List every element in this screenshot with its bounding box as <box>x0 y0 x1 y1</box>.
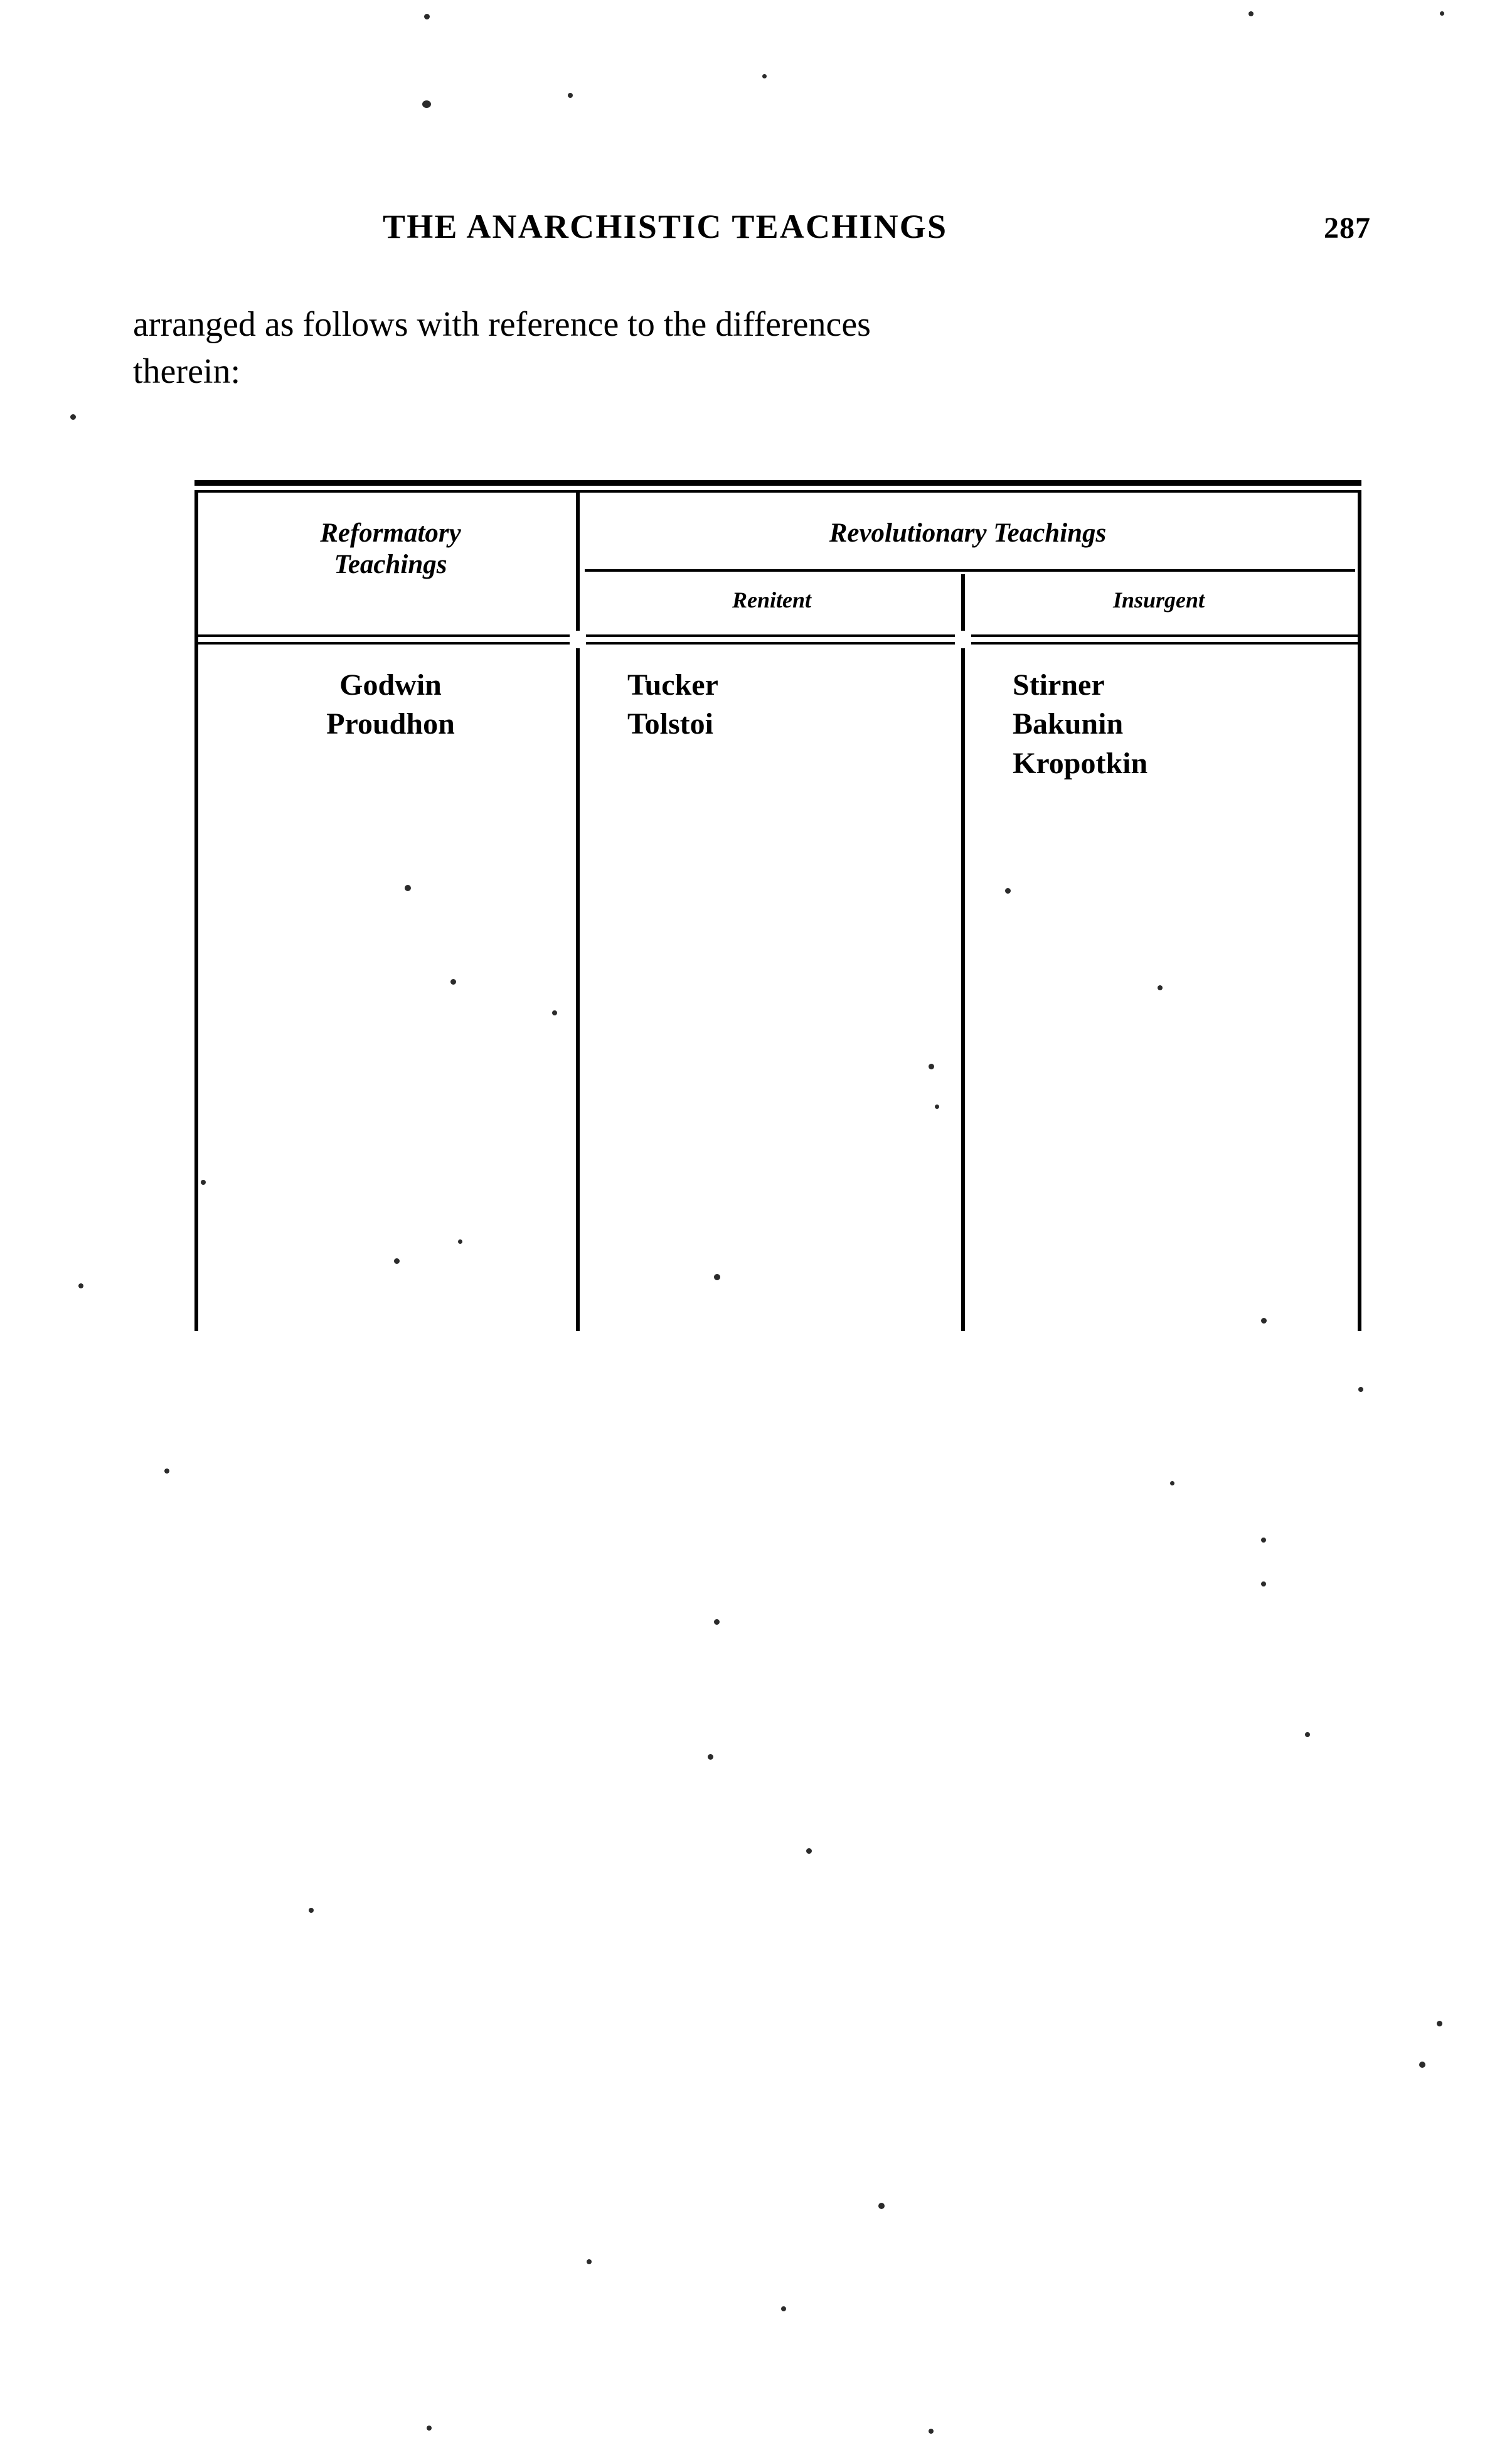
table-cell: Godwin <box>339 668 442 702</box>
scan-speck <box>929 2429 934 2434</box>
scan-speck <box>1248 11 1254 16</box>
table-top-rule-thin <box>194 490 1361 493</box>
scan-speck <box>1358 1387 1363 1392</box>
scan-speck <box>458 1239 462 1244</box>
paragraph-line-2: therein: <box>133 352 241 392</box>
page-title: THE ANARCHISTIC TEACHINGS <box>383 208 948 245</box>
table-subheader-rule <box>585 569 1355 572</box>
scan-speck <box>708 1754 713 1760</box>
scan-speck <box>714 1274 720 1280</box>
table-cell: Proudhon <box>326 707 455 741</box>
scan-speck <box>450 979 456 985</box>
scan-speck <box>1261 1581 1266 1586</box>
scan-speck <box>1437 2021 1442 2026</box>
scan-speck <box>781 2306 786 2311</box>
table-column-divider-1 <box>576 490 580 1331</box>
scan-speck <box>568 93 573 98</box>
scan-speck <box>70 414 76 420</box>
scan-speck <box>1158 985 1163 990</box>
table-cell: Tolstoi <box>627 707 713 741</box>
table-header-insurgent: Insurgent <box>1112 587 1205 613</box>
scan-speck <box>201 1180 206 1185</box>
scan-speck <box>405 885 411 891</box>
scan-speck <box>935 1105 939 1109</box>
body-paragraph <box>133 301 1382 395</box>
scan-speck <box>714 1619 720 1625</box>
scan-speck <box>164 1469 169 1474</box>
table-border-right <box>1358 490 1361 1331</box>
scan-speck <box>806 1848 812 1854</box>
scan-speck <box>552 1010 557 1015</box>
scan-speck <box>78 1283 83 1288</box>
table-cell: Stirner <box>1013 668 1105 702</box>
scan-speck <box>1440 11 1444 16</box>
table-top-rule-thick <box>194 480 1361 486</box>
paragraph-line-1: arranged as follows with reference to the differences <box>133 305 871 344</box>
table-header-renitent: Renitent <box>732 587 812 613</box>
table-double-rule-upper <box>194 634 1361 637</box>
teachings-table <box>194 480 1361 857</box>
table-column-divider-2 <box>961 574 965 1331</box>
table-cell: Tucker <box>627 668 718 702</box>
scan-speck <box>929 1064 934 1069</box>
scan-speck <box>1170 1481 1174 1485</box>
scan-speck <box>424 14 430 19</box>
table-column-insurgent <box>986 666 1339 783</box>
scan-speck <box>1419 2062 1425 2068</box>
scan-speck <box>1261 1538 1266 1543</box>
table-column-renitent <box>601 666 941 744</box>
scan-speck <box>587 2259 592 2264</box>
scan-speck <box>309 1908 314 1913</box>
scan-speck <box>762 74 767 78</box>
table-rule-gap <box>570 631 586 648</box>
scan-speck <box>1005 888 1011 894</box>
running-head <box>0 207 1512 251</box>
table-header-revolutionary: Revolutionary Teachings <box>829 518 1107 548</box>
table-border-left <box>194 490 198 1331</box>
table-header-reformatory-line-1: Reformatory <box>320 518 461 548</box>
page-number: 287 <box>1324 211 1371 245</box>
scan-speck <box>1261 1318 1267 1324</box>
table-header-reformatory-line-2: Teachings <box>334 550 447 580</box>
table-header-reformatory <box>220 518 562 581</box>
table-column-reformatory <box>220 666 562 744</box>
scan-speck <box>1305 1732 1310 1737</box>
scan-speck <box>394 1258 400 1264</box>
table-double-rule-lower <box>194 642 1361 645</box>
table-cell: Kropotkin <box>1013 746 1148 780</box>
scan-speck <box>427 2426 432 2431</box>
scan-speck <box>878 2203 885 2209</box>
scan-speck <box>422 100 431 108</box>
table-rule-gap <box>955 631 971 648</box>
table-cell: Bakunin <box>1013 707 1124 741</box>
